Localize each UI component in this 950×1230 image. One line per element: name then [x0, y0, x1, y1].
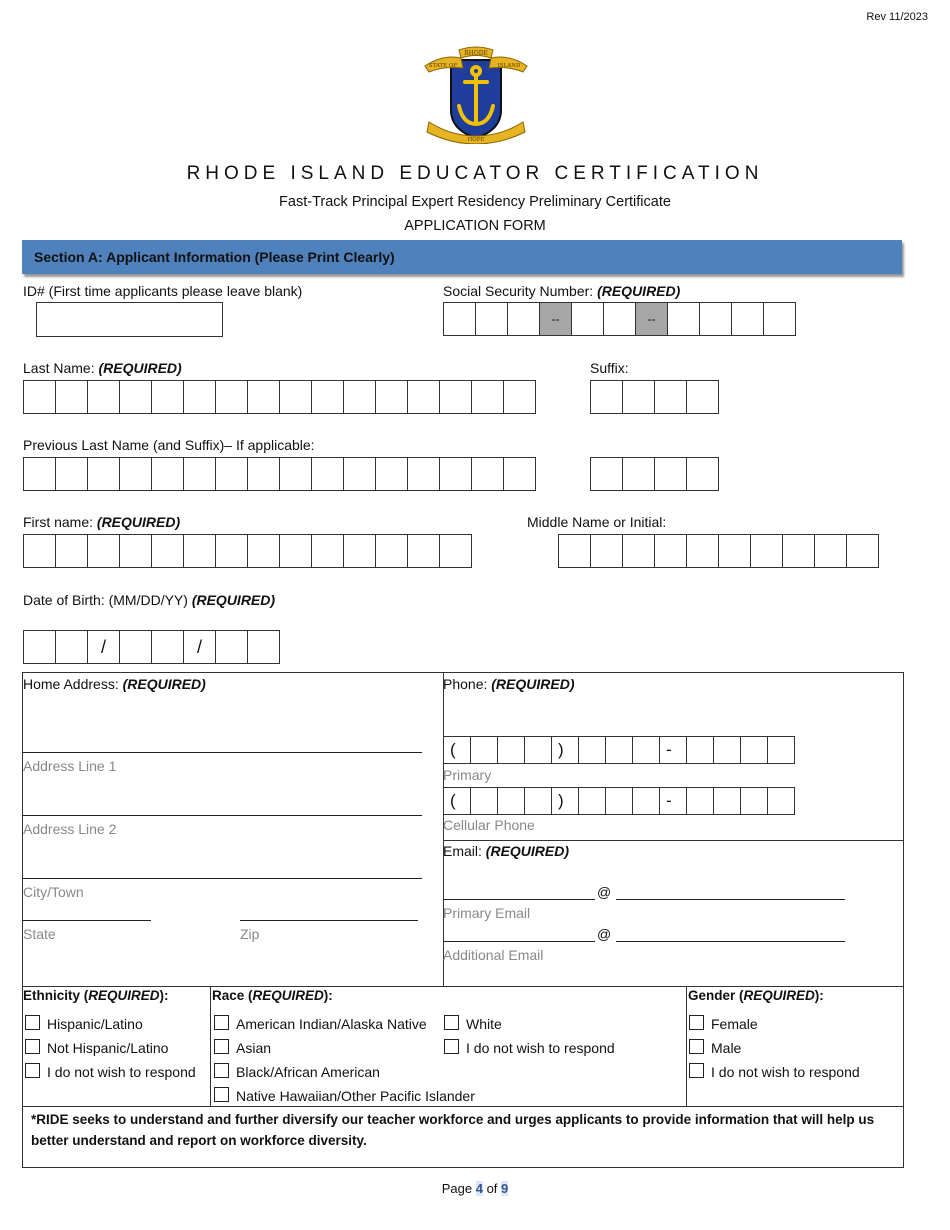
primary-phone-input[interactable]	[443, 736, 794, 764]
svg-text:HOPE: HOPE	[467, 137, 485, 143]
previous-suffix-input[interactable]	[590, 457, 718, 491]
checkbox-icon[interactable]	[214, 1087, 229, 1102]
dob-cell[interactable]	[247, 630, 280, 664]
letter-cell[interactable]	[622, 534, 655, 568]
letter-cell[interactable]	[503, 457, 536, 491]
letter-cell[interactable]	[23, 380, 56, 414]
letter-cell[interactable]	[343, 380, 376, 414]
ethnicity-option[interactable]: Hispanic/Latino	[25, 1015, 143, 1032]
letter-cell[interactable]	[311, 380, 344, 414]
phone-separator: -	[659, 736, 687, 764]
email-at: @	[597, 926, 612, 942]
state-caption: State	[23, 926, 56, 942]
letter-cell[interactable]	[23, 534, 56, 568]
letter-cell[interactable]	[87, 534, 120, 568]
race-option[interactable]: American Indian/Alaska Native	[214, 1015, 427, 1032]
ssn-cell[interactable]	[699, 302, 732, 336]
phone-separator: )	[551, 787, 579, 815]
letter-cell[interactable]	[503, 380, 536, 414]
dob-input[interactable]	[23, 630, 279, 664]
dob-separator: /	[87, 630, 120, 664]
ssn-separator: --	[635, 302, 668, 336]
phone-label: Phone: (REQUIRED)	[443, 676, 575, 692]
letter-cell[interactable]	[119, 534, 152, 568]
letter-cell[interactable]	[814, 534, 847, 568]
checkbox-icon[interactable]	[214, 1063, 229, 1078]
letter-cell[interactable]	[183, 457, 216, 491]
phone-separator: -	[659, 787, 687, 815]
phone-digit-cell[interactable]	[470, 736, 498, 764]
diversity-note: *RIDE seeks to understand and further diversify our teacher workforce and urges applicants to provide information that will help us better understand and report on workforce diversity.	[31, 1112, 875, 1148]
section-a-title: Section A: Applicant Information (Please Print Clearly)	[34, 249, 395, 265]
letter-cell[interactable]	[750, 534, 783, 568]
phone-digit-cell[interactable]	[497, 787, 525, 815]
phone-digit-cell[interactable]	[686, 736, 714, 764]
race-option[interactable]: Asian	[214, 1039, 271, 1056]
dob-label: Date of Birth: (MM/DD/YY) (REQUIRED)	[23, 592, 276, 608]
race-option[interactable]: I do not wish to respond	[444, 1039, 615, 1056]
ssn-cell[interactable]	[667, 302, 700, 336]
revision-label: Rev 11/2023	[866, 11, 928, 23]
phone-digit-cell[interactable]	[578, 787, 606, 815]
letter-cell[interactable]	[622, 380, 655, 414]
letter-cell[interactable]	[558, 534, 591, 568]
letter-cell[interactable]	[782, 534, 815, 568]
letter-cell[interactable]	[375, 380, 408, 414]
letter-cell[interactable]	[375, 457, 408, 491]
phone-digit-cell[interactable]	[524, 736, 552, 764]
checkbox-icon[interactable]	[444, 1039, 459, 1054]
letter-cell[interactable]	[55, 457, 88, 491]
phone-digit-cell[interactable]	[497, 736, 525, 764]
gender-option[interactable]: I do not wish to respond	[689, 1063, 860, 1080]
address-line1-input[interactable]	[23, 752, 422, 753]
checkbox-icon[interactable]	[214, 1039, 229, 1054]
first-name-label: First name: (REQUIRED)	[23, 514, 181, 530]
ssn-cell[interactable]	[571, 302, 604, 336]
ethnicity-option[interactable]: Not Hispanic/Latino	[25, 1039, 168, 1056]
letter-cell[interactable]	[343, 457, 376, 491]
phone-digit-cell[interactable]	[605, 787, 633, 815]
ssn-cell[interactable]	[443, 302, 476, 336]
checkbox-icon[interactable]	[214, 1015, 229, 1030]
letter-cell[interactable]	[279, 457, 312, 491]
letter-cell[interactable]	[846, 534, 879, 568]
letter-cell[interactable]	[590, 457, 623, 491]
phone-digit-cell[interactable]	[767, 736, 795, 764]
gender-label: Gender (REQUIRED):	[688, 988, 824, 1003]
primary-email-domain-input[interactable]	[616, 899, 845, 900]
letter-cell[interactable]	[686, 457, 719, 491]
ssn-separator: --	[539, 302, 572, 336]
checkbox-icon[interactable]	[689, 1015, 704, 1030]
letter-cell[interactable]	[343, 534, 376, 568]
checkbox-icon[interactable]	[689, 1063, 704, 1078]
phone-digit-cell[interactable]	[524, 787, 552, 815]
race-option[interactable]: White	[444, 1015, 502, 1032]
checkbox-icon[interactable]	[689, 1039, 704, 1054]
letter-cell[interactable]	[311, 534, 344, 568]
letter-cell[interactable]	[686, 534, 719, 568]
dob-cell[interactable]	[151, 630, 184, 664]
certificate-subtitle: Fast-Track Principal Expert Residency Preliminary Certificate	[279, 194, 671, 210]
zip-caption: Zip	[240, 926, 260, 942]
letter-cell[interactable]	[407, 457, 440, 491]
additional-email-caption: Additional Email	[443, 947, 544, 963]
email-at: @	[597, 884, 612, 900]
demographics-divider	[210, 986, 211, 1107]
ssn-cell[interactable]	[475, 302, 508, 336]
dob-cell[interactable]	[215, 630, 248, 664]
ssn-cell[interactable]	[603, 302, 636, 336]
letter-cell[interactable]	[471, 457, 504, 491]
phone-digit-cell[interactable]	[470, 787, 498, 815]
additional-email-user-input[interactable]	[443, 941, 595, 942]
letter-cell[interactable]	[654, 457, 687, 491]
ethnicity-label: Ethnicity (REQUIRED):	[23, 988, 169, 1003]
phone-digit-cell[interactable]	[578, 736, 606, 764]
letter-cell[interactable]	[654, 534, 687, 568]
letter-cell[interactable]	[215, 534, 248, 568]
state-input[interactable]	[23, 920, 151, 921]
letter-cell[interactable]	[151, 534, 184, 568]
section-a-bar	[22, 240, 902, 274]
phone-digit-cell[interactable]	[632, 787, 660, 815]
svg-text:ISLAND: ISLAND	[497, 63, 521, 69]
primary-email-caption: Primary Email	[443, 905, 531, 921]
suffix-input[interactable]	[590, 380, 718, 414]
state-seal	[423, 44, 529, 144]
letter-cell[interactable]	[151, 457, 184, 491]
letter-cell[interactable]	[87, 380, 120, 414]
phone-digit-cell[interactable]	[713, 787, 741, 815]
letter-cell[interactable]	[215, 380, 248, 414]
letter-cell[interactable]	[590, 380, 623, 414]
demographics-divider	[686, 986, 687, 1107]
letter-cell[interactable]	[471, 380, 504, 414]
phone-digit-cell[interactable]	[767, 787, 795, 815]
id-input[interactable]	[36, 302, 223, 337]
checkbox-icon[interactable]	[25, 1063, 40, 1078]
ssn-cell[interactable]	[507, 302, 540, 336]
letter-cell[interactable]	[119, 380, 152, 414]
phone-email-divider	[443, 840, 904, 841]
dob-cell[interactable]	[119, 630, 152, 664]
suffix-label: Suffix:	[590, 360, 629, 376]
race-option[interactable]: Black/African American	[214, 1063, 380, 1080]
phone-digit-cell[interactable]	[713, 736, 741, 764]
phone-digit-cell[interactable]	[686, 787, 714, 815]
email-label: Email: (REQUIRED)	[443, 843, 570, 859]
address-line1-caption: Address Line 1	[23, 758, 117, 774]
letter-cell[interactable]	[654, 380, 687, 414]
letter-cell[interactable]	[55, 380, 88, 414]
letter-cell[interactable]	[151, 380, 184, 414]
race-option[interactable]: Native Hawaiian/Other Pacific Islander	[214, 1087, 475, 1104]
checkbox-icon[interactable]	[444, 1015, 459, 1030]
ssn-cell[interactable]	[763, 302, 796, 336]
letter-cell[interactable]	[622, 457, 655, 491]
phone-digit-cell[interactable]	[740, 787, 768, 815]
checkbox-icon[interactable]	[25, 1039, 40, 1054]
letter-cell[interactable]	[311, 457, 344, 491]
phone-digit-cell[interactable]	[605, 736, 633, 764]
id-label: ID# (First time applicants please leave blank)	[23, 283, 303, 299]
letter-cell[interactable]	[87, 457, 120, 491]
previous-last-name-input[interactable]	[23, 457, 535, 491]
primary-email-user-input[interactable]	[443, 899, 595, 900]
phone-separator: )	[551, 736, 579, 764]
previous-last-name-label: Previous Last Name (and Suffix)– If applicable:	[23, 437, 315, 453]
phone-separator: (	[443, 736, 471, 764]
letter-cell[interactable]	[247, 380, 280, 414]
additional-email-domain-input[interactable]	[616, 941, 845, 942]
cellular-phone-input[interactable]	[443, 787, 794, 815]
letter-cell[interactable]	[686, 380, 719, 414]
gender-option[interactable]: Male	[689, 1039, 741, 1056]
diversity-note-box	[22, 1106, 904, 1168]
letter-cell[interactable]	[215, 457, 248, 491]
middle-name-input[interactable]	[558, 534, 878, 568]
middle-name-label: Middle Name or Initial:	[527, 514, 667, 530]
race-label: Race (REQUIRED):	[212, 988, 333, 1003]
page-number: 4	[475, 1181, 483, 1196]
home-address-label: Home Address: (REQUIRED)	[23, 676, 206, 692]
ssn-label: Social Security Number: (REQUIRED)	[443, 283, 681, 299]
letter-cell[interactable]	[247, 534, 280, 568]
phone-digit-cell[interactable]	[740, 736, 768, 764]
letter-cell[interactable]	[247, 457, 280, 491]
city-caption: City/Town	[23, 884, 84, 900]
letter-cell[interactable]	[407, 534, 440, 568]
last-name-input[interactable]	[23, 380, 535, 414]
primary-phone-caption: Primary	[443, 767, 492, 783]
letter-cell[interactable]	[55, 534, 88, 568]
cellular-phone-caption: Cellular Phone	[443, 817, 535, 833]
letter-cell[interactable]	[407, 380, 440, 414]
gender-option[interactable]: Female	[689, 1015, 758, 1032]
zip-input[interactable]	[240, 920, 418, 921]
first-name-input[interactable]	[23, 534, 471, 568]
letter-cell[interactable]	[375, 534, 408, 568]
svg-text:RHODE: RHODE	[464, 50, 488, 57]
page-total: 9	[501, 1181, 509, 1196]
letter-cell[interactable]	[590, 534, 623, 568]
letter-cell[interactable]	[183, 380, 216, 414]
page-title: RHODE ISLAND EDUCATOR CERTIFICATION	[186, 163, 764, 184]
ssn-input[interactable]	[443, 302, 795, 336]
dob-cell[interactable]	[55, 630, 88, 664]
page-footer: Page 4 of 9	[441, 1181, 509, 1196]
checkbox-icon[interactable]	[25, 1015, 40, 1030]
ethnicity-option[interactable]: I do not wish to respond	[25, 1063, 196, 1080]
letter-cell[interactable]	[279, 380, 312, 414]
letter-cell[interactable]	[279, 534, 312, 568]
phone-separator: (	[443, 787, 471, 815]
letter-cell[interactable]	[23, 457, 56, 491]
phone-digit-cell[interactable]	[632, 736, 660, 764]
svg-text:STATE OF: STATE OF	[428, 63, 458, 69]
address-line2-input[interactable]	[23, 815, 422, 816]
form-name: APPLICATION FORM	[404, 218, 546, 234]
letter-cell[interactable]	[439, 457, 472, 491]
letter-cell[interactable]	[718, 534, 751, 568]
dob-cell[interactable]	[23, 630, 56, 664]
letter-cell[interactable]	[439, 380, 472, 414]
letter-cell[interactable]	[439, 534, 472, 568]
letter-cell[interactable]	[119, 457, 152, 491]
last-name-label: Last Name: (REQUIRED)	[23, 360, 182, 376]
city-input[interactable]	[23, 878, 422, 879]
dob-separator: /	[183, 630, 216, 664]
address-line2-caption: Address Line 2	[23, 821, 117, 837]
letter-cell[interactable]	[183, 534, 216, 568]
ssn-cell[interactable]	[731, 302, 764, 336]
